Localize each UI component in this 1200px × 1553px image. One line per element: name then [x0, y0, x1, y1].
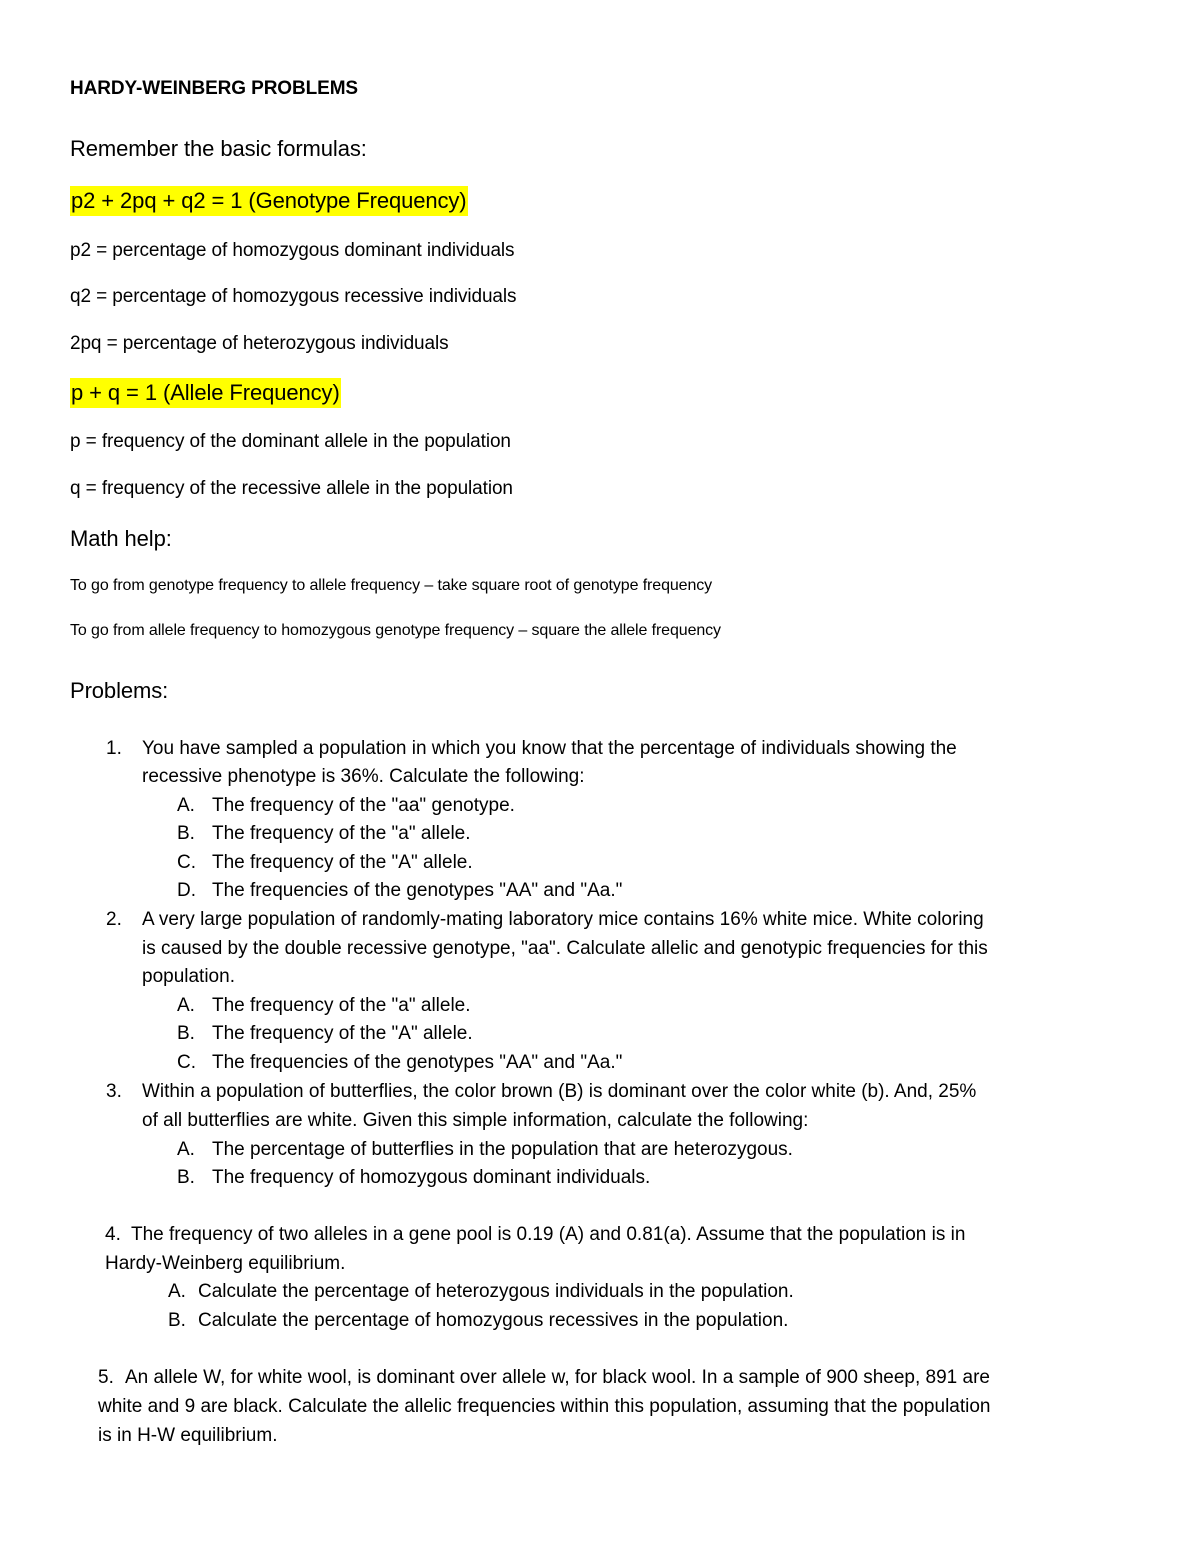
allele-formula-highlight: p + q = 1 (Allele Frequency) [70, 378, 341, 408]
sub-question: The frequencies of the genotypes "AA" and "Aa." [212, 880, 623, 901]
problems-heading: Problems: [70, 678, 169, 703]
problem-text-line: is in H-W equilibrium. [98, 1425, 278, 1446]
problem-text-line: You have sampled a population in which you know that the percentage of individuals showing the [142, 738, 957, 759]
problem-text-line: of all butterflies are white. Given this simple information, calculate the following: [142, 1110, 809, 1131]
genotype-formula [70, 188, 468, 214]
problem-number: 4. [105, 1224, 121, 1245]
problem-text-line: is caused by the double recessive genotype, "aa". Calculate allelic and genotypic frequencies for this [142, 938, 988, 959]
problem-text-line: Within a population of butterflies, the color brown (B) is dominant over the color white (b). And, 25% [142, 1081, 977, 1102]
document-title: HARDY-WEINBERG PROBLEMS [70, 78, 358, 99]
problem-text-line: A very large population of randomly-mating laboratory mice contains 16% white mice. White coloring [142, 909, 984, 930]
problem-text-line: The frequency of two alleles in a gene pool is 0.19 (A) and 0.81(a). Assume that the population is in [131, 1224, 966, 1245]
genotype-def-p2: p2 = percentage of homozygous dominant individuals [70, 240, 515, 261]
math-help-line: To go from genotype frequency to allele frequency – take square root of genotype frequency [70, 577, 713, 594]
problem-text-line: white and 9 are black. Calculate the allelic frequencies within this population, assuming that the population [98, 1396, 991, 1417]
remember-heading: Remember the basic formulas: [70, 136, 367, 161]
problem-text-line: Hardy-Weinberg equilibrium. [105, 1253, 346, 1274]
sub-question: The frequency of the "a" allele. [212, 823, 471, 844]
sub-question: The frequency of homozygous dominant individuals. [212, 1167, 651, 1188]
math-help-line: To go from allele frequency to homozygous genotype frequency – square the allele frequency [70, 622, 721, 639]
sub-letter: C. [177, 1052, 196, 1073]
allele-def-q: q = frequency of the recessive allele in the population [70, 478, 513, 499]
sub-letter: D. [177, 880, 196, 901]
sub-letter: B. [177, 1023, 195, 1044]
problem-number: 2. [106, 909, 122, 930]
sub-question: The frequency of the "a" allele. [212, 995, 471, 1016]
sub-question: The percentage of butterflies in the population that are heterozygous. [212, 1139, 793, 1160]
sub-letter: A. [168, 1281, 186, 1302]
allele-formula [70, 380, 341, 406]
sub-letter: C. [177, 852, 196, 873]
sub-letter: B. [168, 1310, 186, 1331]
sub-question: Calculate the percentage of heterozygous individuals in the population. [198, 1281, 794, 1302]
sub-question: Calculate the percentage of homozygous recessives in the population. [198, 1310, 789, 1331]
problem-number: 3. [106, 1081, 122, 1102]
problem-text-line: population. [142, 966, 235, 987]
sub-letter: A. [177, 1139, 195, 1160]
sub-question: The frequency of the "A" allele. [212, 852, 473, 873]
problem-text-line: recessive phenotype is 36%. Calculate the following: [142, 766, 585, 787]
sub-question: The frequencies of the genotypes "AA" and "Aa." [212, 1052, 623, 1073]
math-help-heading: Math help: [70, 526, 172, 551]
sub-question: The frequency of the "aa" genotype. [212, 795, 515, 816]
problem-number: 1. [106, 738, 122, 759]
genotype-def-q2: q2 = percentage of homozygous recessive individuals [70, 286, 517, 307]
genotype-def-2pq: 2pq = percentage of heterozygous individuals [70, 333, 449, 354]
problem-text-line: An allele W, for white wool, is dominant over allele w, for black wool. In a sample of 900 sheep, 891 are [125, 1367, 990, 1388]
sub-question: The frequency of the "A" allele. [212, 1023, 473, 1044]
genotype-formula-highlight: p2 + 2pq + q2 = 1 (Genotype Frequency) [70, 186, 468, 216]
sub-letter: B. [177, 1167, 195, 1188]
sub-letter: A. [177, 995, 195, 1016]
sub-letter: B. [177, 823, 195, 844]
problem-number: 5. [98, 1367, 114, 1388]
sub-letter: A. [177, 795, 195, 816]
allele-def-p: p = frequency of the dominant allele in the population [70, 431, 511, 452]
